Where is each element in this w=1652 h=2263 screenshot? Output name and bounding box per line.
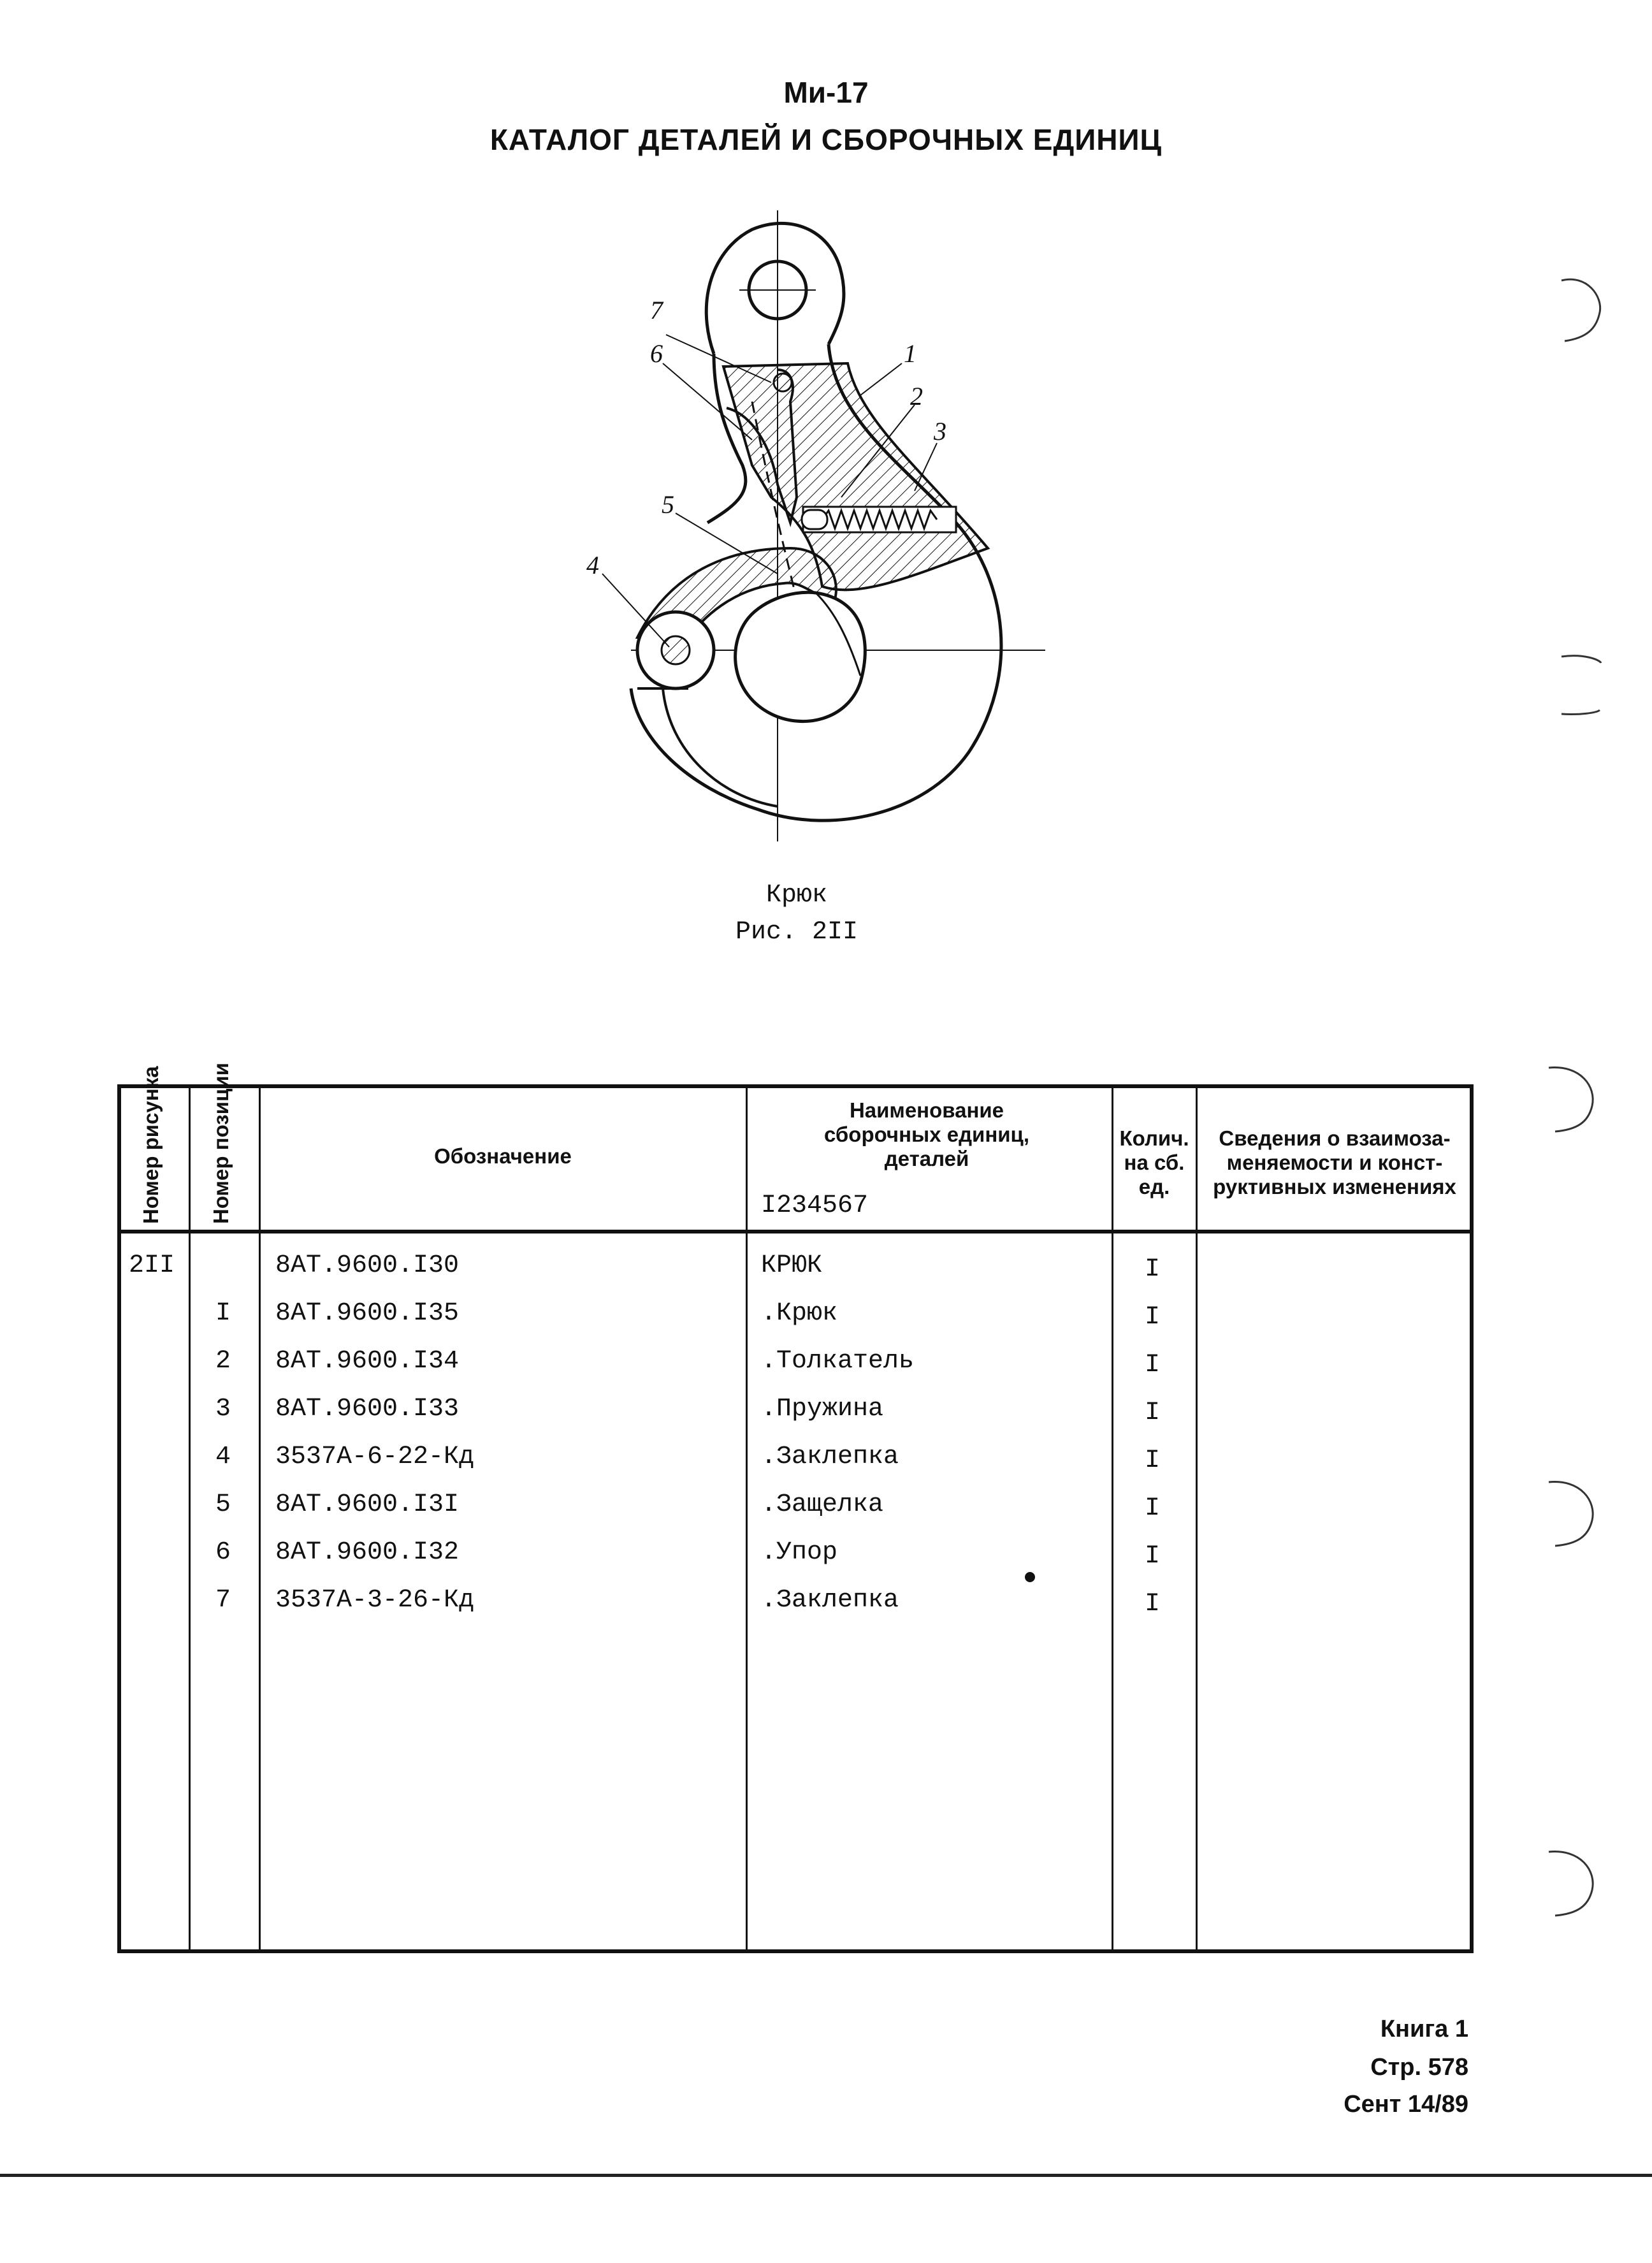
cell-pos: 6 (215, 1538, 231, 1567)
footer-book: Книга 1 (1380, 2016, 1468, 2042)
cell-qty: I (1145, 1542, 1161, 1571)
cell-qty: I (1145, 1303, 1161, 1332)
figure-caption-number: Рис. 2II (735, 918, 859, 947)
callout-3: 3 (934, 417, 946, 446)
table-divider (1196, 1084, 1198, 1953)
binder-hole-mark (1555, 644, 1606, 727)
cell-designation: 8AT.9600.I30 (275, 1251, 460, 1280)
cell-name: .Защелка (761, 1490, 884, 1519)
cell-pos: 7 (215, 1586, 231, 1615)
cell-qty: I (1145, 1590, 1161, 1619)
cell-name: КРЮК (761, 1251, 823, 1280)
cell-pos: 4 (215, 1443, 231, 1471)
cell-qty: I (1145, 1399, 1161, 1427)
table-header-rule (117, 1230, 1474, 1233)
cell-pos: 3 (215, 1395, 231, 1423)
cell-pos: 2 (215, 1347, 231, 1376)
cell-designation: 8AT.9600.I34 (275, 1347, 460, 1376)
figure-caption-name: Крюк (765, 881, 827, 910)
callout-2: 2 (910, 382, 923, 411)
header-name: Наименование сборочных единиц, деталей (823, 1098, 1029, 1170)
cell-name: .Пружина (761, 1395, 884, 1423)
cell-qty: I (1145, 1255, 1161, 1284)
header-fig-number: Номер рисунка (139, 1066, 163, 1224)
cell-name: .Крюк (761, 1299, 838, 1328)
hook-drawing (561, 191, 1122, 867)
binder-hole-mark (1555, 268, 1606, 351)
header-qty: Колич. на сб. ед. (1119, 1126, 1189, 1198)
footer-page: Стр. 578 (1370, 2054, 1468, 2081)
cell-pos: 5 (215, 1490, 231, 1519)
cell-designation: 8AT.9600.I32 (275, 1538, 460, 1567)
callout-1: 1 (904, 339, 917, 368)
cell-designation: 3537A-6-22-Кд (275, 1443, 475, 1471)
cell-designation: 3537A-3-26-Кд (275, 1586, 475, 1615)
header-designation: Обозначение (434, 1144, 572, 1168)
table-divider (746, 1084, 748, 1953)
scan-dot (1025, 1572, 1035, 1582)
header-model: Ми-17 (783, 76, 869, 109)
parts-table (117, 1063, 1474, 1953)
table-divider (259, 1084, 261, 1953)
cell-name: .Толкатель (761, 1347, 915, 1376)
cell-designation: 8AT.9600.I3I (275, 1490, 460, 1519)
footer-date: Сент 14/89 (1344, 2091, 1468, 2118)
binder-hole-mark (1542, 1842, 1600, 1925)
binder-hole-mark (1542, 1473, 1600, 1555)
binder-hole-mark (1542, 1058, 1600, 1141)
table-divider (1112, 1084, 1113, 1953)
callout-4: 4 (586, 551, 599, 579)
cell-designation: 8AT.9600.I33 (275, 1395, 460, 1423)
header-info: Сведения о взаимоза-меняемости и конст-руктивных изменениях (1213, 1126, 1456, 1198)
callout-7: 7 (650, 296, 663, 324)
callout-5: 5 (662, 490, 674, 519)
cell-name: .Заклепка (761, 1443, 899, 1471)
cell-qty: I (1145, 1446, 1161, 1475)
cell-name: .Упор (761, 1538, 838, 1567)
cell-qty: I (1145, 1351, 1161, 1379)
cell-designation: 8AT.9600.I35 (275, 1299, 460, 1328)
cell-name: .Заклепка (761, 1586, 899, 1615)
cell-fig: 2II (129, 1251, 175, 1280)
bottom-rule (0, 2174, 1652, 2177)
table-divider (189, 1084, 191, 1953)
header-name-digits: I234567 (761, 1191, 869, 1220)
cell-qty: I (1145, 1494, 1161, 1523)
header-title: КАТАЛОГ ДЕТАЛЕЙ И СБОРОЧНЫХ ЕДИНИЦ (489, 123, 1163, 156)
header-pos-number: Номер позиции (209, 1063, 233, 1224)
callout-6: 6 (650, 339, 663, 368)
cell-pos: I (215, 1299, 231, 1328)
